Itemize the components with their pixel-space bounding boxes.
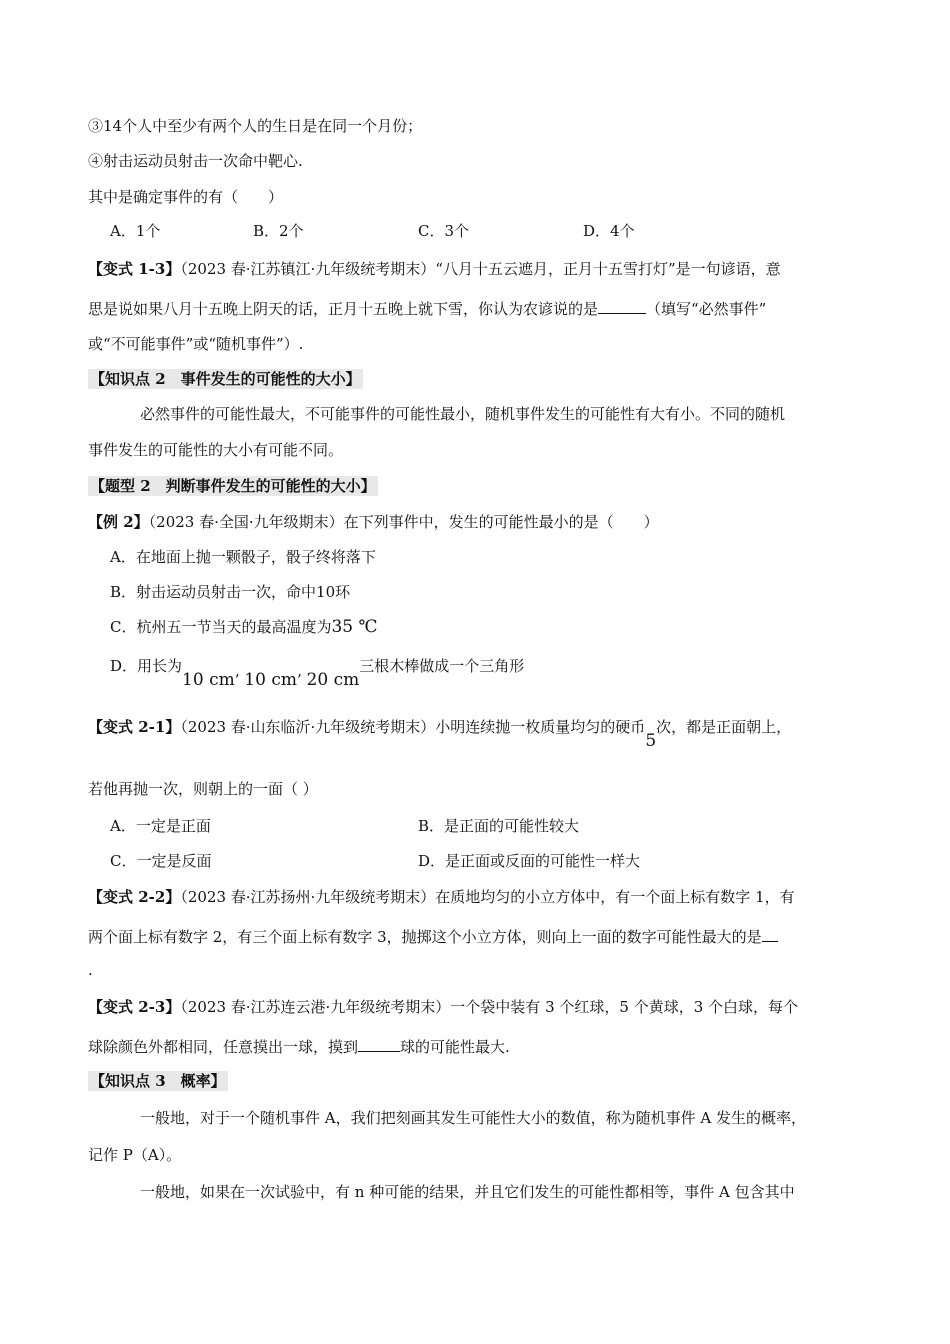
knowledge-point-2-title: 【知识点 2 事件发生的可能性的大小】 bbox=[90, 370, 361, 388]
variant-2-1-line1: 【变式 2-1】（2023 春·山东临沂·九年级统考期末）小明连续抛一枚质量均匀的硬币5次，都是正面朝上， bbox=[88, 718, 792, 751]
variant-2-1-line2: 若他再抛一次，则朝上的一面（ ） bbox=[88, 780, 318, 798]
variant-2-1-option-c: C．一定是反面 bbox=[110, 852, 212, 870]
q1-option-b: B．2个 bbox=[253, 222, 304, 240]
answer-blank[interactable] bbox=[358, 1035, 400, 1052]
example-2-option-c: C．杭州五一节当天的最高温度为35 ℃ bbox=[110, 617, 378, 637]
q1-option-a: A．1个 bbox=[110, 222, 161, 240]
answer-blank[interactable] bbox=[762, 925, 778, 942]
variant-2-1-option-a: A．一定是正面 bbox=[110, 817, 211, 835]
variant-tag: 【变式 2-2】 bbox=[88, 888, 181, 906]
variant-2-3-line2: 球除颜色外都相同，任意摸出一球，摸到 球的可能性最大. bbox=[88, 1035, 510, 1057]
q1-item-3: ③14个人中至少有两个人的生日是在同一个月份； bbox=[88, 117, 423, 135]
math-length-2: 10 cm bbox=[244, 670, 297, 690]
example-2-stem: 【例 2】（2023 春·全国·九年级期末）在下列事件中，发生的可能性最小的是（ ） bbox=[88, 513, 659, 531]
knowledge-point-2-para2: 事件发生的可能性的大小有可能不同。 bbox=[88, 441, 344, 459]
knowledge-point-2-para1: 必然事件的可能性最大，不可能事件的可能性最小，随机事件发生的可能性有大有小。不同的随机 bbox=[140, 405, 786, 423]
variant-1-3-line2: 思是说如果八月十五晚上阴天的话，正月十五晚上就下雪，你认为农谚说的是 （填写“必然事件” bbox=[88, 297, 766, 319]
variant-2-1-option-b: B．是正面的可能性较大 bbox=[418, 817, 580, 835]
example-tag: 【例 2】 bbox=[88, 513, 149, 531]
question-type-2-title: 【题型 2 判断事件发生的可能性的大小】 bbox=[90, 477, 376, 495]
example-2-option-a: A．在地面上抛一颗骰子，骰子终将落下 bbox=[110, 548, 376, 566]
variant-2-2-line3: . bbox=[88, 961, 93, 979]
variant-1-3-line3: 或“不可能事件”或“随机事件”）. bbox=[88, 335, 304, 353]
example-2-option-b: B．射击运动员射击一次，命中10环 bbox=[110, 583, 351, 601]
math-length-1: 10 cm bbox=[182, 670, 235, 690]
variant-tag: 【变式 1-3】 bbox=[88, 260, 181, 278]
math-length-3: 20 cm bbox=[306, 670, 360, 690]
variant-1-3-line1: 【变式 1-3】（2023 春·江苏镇江·九年级统考期末）“八月十五云遮月，正月十五雪打灯”是一句谚语，意 bbox=[88, 260, 781, 278]
variant-tag: 【变式 2-3】 bbox=[88, 998, 181, 1016]
example-2-option-d: D．用长为10 cm’ 10 cm’ 20 cm三根木棒做成一个三角形 bbox=[110, 657, 525, 690]
knowledge-point-3-para1: 一般地，对于一个随机事件 A，我们把刻画其发生可能性大小的数值，称为随机事件 A 发生的概率， bbox=[140, 1109, 806, 1127]
q1-option-c: C．3个 bbox=[418, 222, 470, 240]
knowledge-point-3-para3: 一般地，如果在一次试验中，有 n 种可能的结果，并且它们发生的可能性都相等，事件 A 包含其中 bbox=[140, 1183, 795, 1201]
knowledge-point-3-para2: 记作 P（A）。 bbox=[88, 1146, 182, 1164]
variant-2-2-line1: 【变式 2-2】（2023 春·江苏扬州·九年级统考期末）在质地均匀的小立方体中，有一个面上标有数字 1，有 bbox=[88, 888, 795, 906]
knowledge-point-3-title: 【知识点 3 概率】 bbox=[90, 1072, 226, 1090]
q1-stem: 其中是确定事件的有（ ） bbox=[88, 188, 284, 206]
variant-2-1-option-d: D．是正面或反面的可能性一样大 bbox=[418, 852, 641, 870]
math-five: 5 bbox=[645, 731, 657, 751]
math-temperature: 35 ℃ bbox=[331, 617, 378, 637]
variant-2-2-line2: 两个面上标有数字 2，有三个面上标有数字 3，抛掷这个小立方体，则向上一面的数字可能性最大的是 bbox=[88, 925, 778, 947]
variant-tag: 【变式 2-1】 bbox=[88, 718, 181, 736]
q1-option-d: D．4个 bbox=[583, 222, 635, 240]
q1-item-4: ④射击运动员射击一次命中靶心. bbox=[88, 152, 303, 170]
answer-blank[interactable] bbox=[598, 297, 646, 314]
variant-2-3-line1: 【变式 2-3】（2023 春·江苏连云港·九年级统考期末）一个袋中装有 3 个红球，5 个黄球，3 个白球，每个 bbox=[88, 998, 799, 1016]
